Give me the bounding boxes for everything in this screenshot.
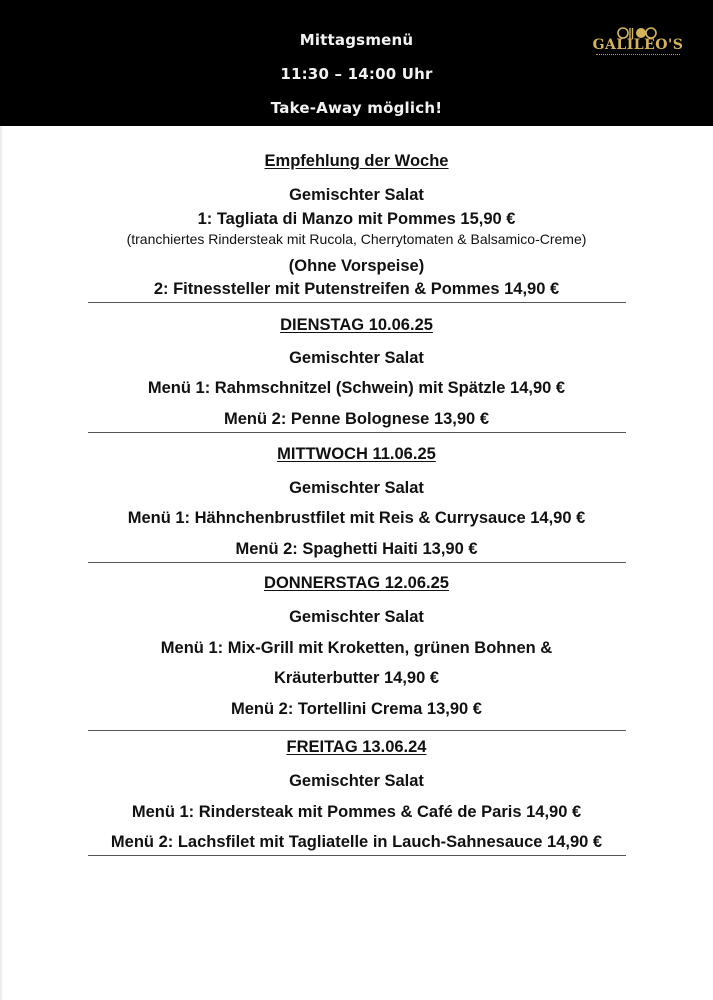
day-menu-1: Menü 1: Rindersteak mit Pommes & Café de Paris 14,90 € [131, 803, 582, 821]
day-heading-friday: FREITAG 13.06.24 [286, 738, 427, 756]
day-heading-wednesday: MITTWOCH 11.06.25 [277, 445, 436, 463]
takeaway-note: Take-Away möglich! [270, 99, 443, 117]
day-menu-1: Menü 1: Hähnchenbrustfilet mit Reis & Currysauce 14,90 € [127, 509, 586, 527]
galileos-logo [590, 26, 686, 60]
week-special-heading: Empfehlung der Woche [264, 152, 449, 170]
day-menu-2: Menü 2: Lachsfilet mit Tagliatelle in Lauch-Sahnesauce 14,90 € [110, 833, 603, 851]
day-heading-thursday: DONNERSTAG 12.06.25 [264, 574, 449, 592]
day-menu-2: Menü 2: Penne Bolognese 13,90 € [224, 410, 489, 428]
week-special-item-2: 2: Fitnessteller mit Putenstreifen & Pommes 14,90 € [153, 280, 560, 298]
day-menu-1: Menü 1: Rahmschnitzel (Schwein) mit Spätzle 14,90 € [147, 379, 566, 397]
week-special-no-starter: (Ohne Vorspeise) [288, 257, 425, 275]
day-menu-1-line-2: Kräuterbutter 14,90 € [273, 669, 440, 687]
day-menu-2: Menü 2: Spaghetti Haiti 13,90 € [235, 540, 478, 558]
day-starter: Gemischter Salat [289, 608, 424, 626]
day-starter: Gemischter Salat [289, 772, 424, 790]
logo-wordmark: GALILEO'S [592, 37, 684, 53]
section-divider [88, 562, 626, 563]
day-menu-2: Menü 2: Tortellini Crema 13,90 € [231, 700, 482, 718]
section-divider [88, 302, 626, 303]
day-starter: Gemischter Salat [289, 349, 424, 367]
week-special-item-1: 1: Tagliata di Manzo mit Pommes 15,90 € [197, 210, 516, 228]
opening-hours: 11:30 – 14:00 Uhr [280, 65, 433, 83]
day-menu-1-line-1: Menü 1: Mix-Grill mit Kroketten, grünen Bohnen & [160, 639, 553, 657]
week-special-starter: Gemischter Salat [289, 186, 424, 204]
section-divider [88, 432, 626, 433]
menu-title: Mittagsmenü [299, 31, 414, 49]
day-starter: Gemischter Salat [289, 479, 424, 497]
day-heading-tuesday: DIENSTAG 10.06.25 [280, 316, 433, 334]
header-bar [0, 0, 713, 126]
week-special-item-1-note: (tranchiertes Rindersteak mit Rucola, Cherrytomaten & Balsamico-Creme) [126, 231, 587, 247]
section-divider [88, 855, 626, 856]
logo-underline [596, 54, 680, 56]
section-divider [88, 730, 626, 731]
